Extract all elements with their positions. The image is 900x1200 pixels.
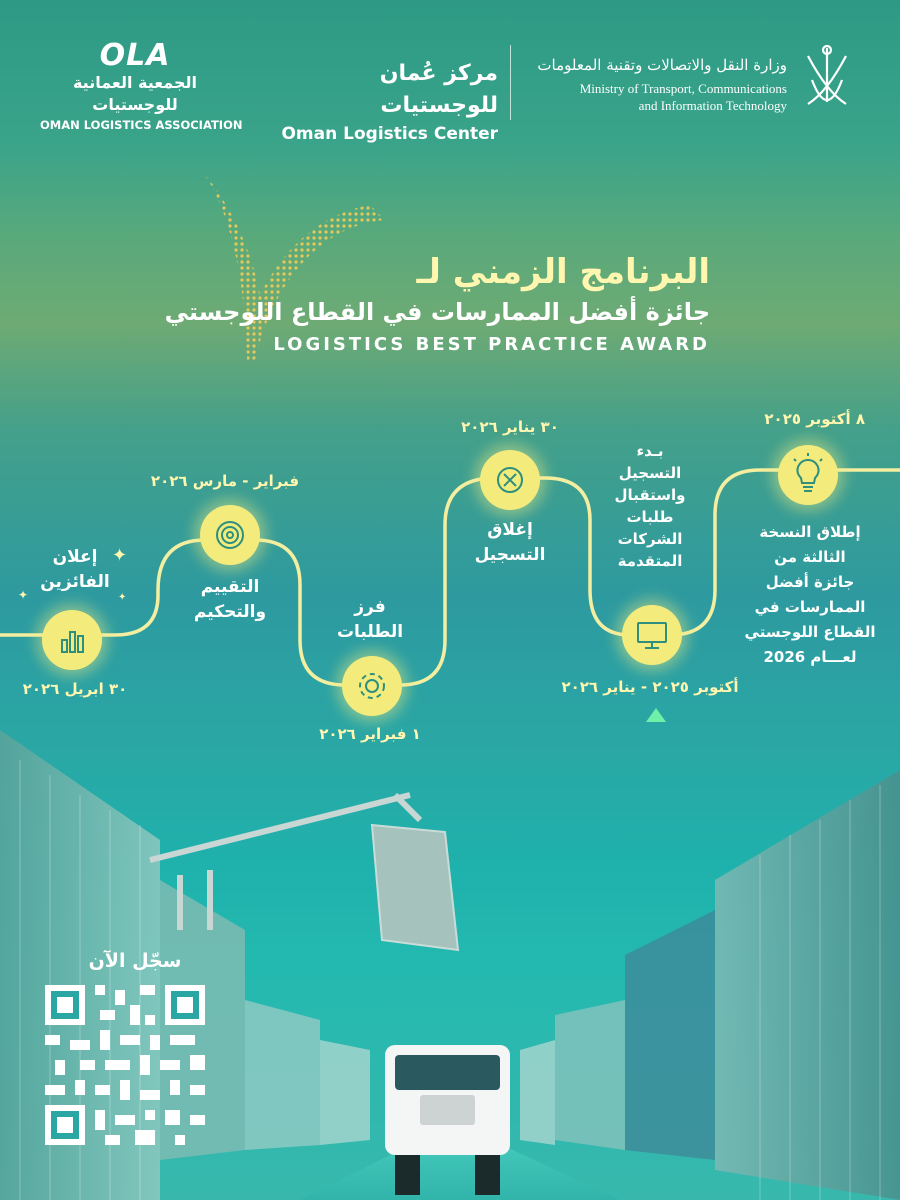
- node-evaluation: [200, 505, 260, 565]
- title-sub: جائزة أفضل الممارسات في القطاع اللوجستي: [164, 298, 710, 326]
- center-name-en: Oman Logistics Center: [281, 124, 498, 144]
- ola-name-en: OMAN LOGISTICS ASSOCIATION: [40, 118, 243, 132]
- target-icon: [200, 505, 260, 565]
- date-registration: أكتوبر ٢٠٢٥ - يناير ٢٠٢٦: [561, 678, 739, 696]
- ministry-name-en-2: and Information Technology: [638, 98, 787, 113]
- lightbulb-icon: [778, 445, 838, 505]
- date-closing: ٣٠ يناير ٢٠٢٦: [461, 418, 559, 436]
- label-launch: إطلاق النسخة الثالثة من جائزة أفضل الممارسات في القطاع اللوجستي لعـــام 2026: [744, 523, 876, 666]
- label-winners: إعلان الفائزين: [40, 547, 110, 592]
- label-registration: بـدء التسجيل واستقبال طلبات الشركات المتقدمة: [614, 442, 686, 570]
- date-launch: ٨ أكتوبر ٢٠٢٥: [764, 410, 865, 428]
- qr-code-image: [45, 985, 205, 1145]
- sparkle-icon-small: ✦: [18, 588, 29, 602]
- ola-name-ar: الجمعية العمانية للوجستيات: [72, 73, 198, 114]
- ola-mark: OLA: [99, 38, 171, 73]
- date-evaluation: فبراير - مارس ٢٠٢٦: [150, 472, 300, 490]
- node-registration: [622, 605, 682, 665]
- title-main: البرنامج الزمني لـ: [416, 252, 710, 292]
- triangle-icon: [646, 708, 666, 722]
- ministry-name-en-1: Ministry of Transport, Communications: [579, 81, 787, 96]
- ministry-name-ar: وزارة النقل والاتصالات وتقنية المعلومات: [537, 56, 787, 74]
- node-launch: [778, 445, 838, 505]
- node-winners: [42, 610, 102, 670]
- monitor-icon: [622, 605, 682, 665]
- label-evaluation: التقييم والتحكيم: [193, 577, 267, 622]
- label-sorting: فرز الطلبات: [336, 597, 404, 642]
- qr-code[interactable]: [45, 985, 205, 1145]
- date-sorting: ١ فبراير ٢٠٢٦: [319, 725, 421, 743]
- date-winners: ٣٠ ابريل ٢٠٢٦: [22, 680, 128, 698]
- sparkle-icon: ✦: [112, 545, 128, 566]
- sparkle-icon-small-2: ✦: [118, 592, 127, 603]
- close-circle-icon: [480, 450, 540, 510]
- node-closing: [480, 450, 540, 510]
- label-closing: إغلاق التسجيل: [474, 520, 546, 565]
- gear-icon: [342, 656, 402, 716]
- title-en: LOGISTICS BEST PRACTICE AWARD: [273, 334, 710, 355]
- center-name-ar: مركز عُمان للوجستيات: [379, 61, 498, 118]
- bar-chart-icon: [42, 610, 102, 670]
- node-sorting: [342, 656, 402, 716]
- register-now-label: سجّل الآن: [88, 950, 182, 972]
